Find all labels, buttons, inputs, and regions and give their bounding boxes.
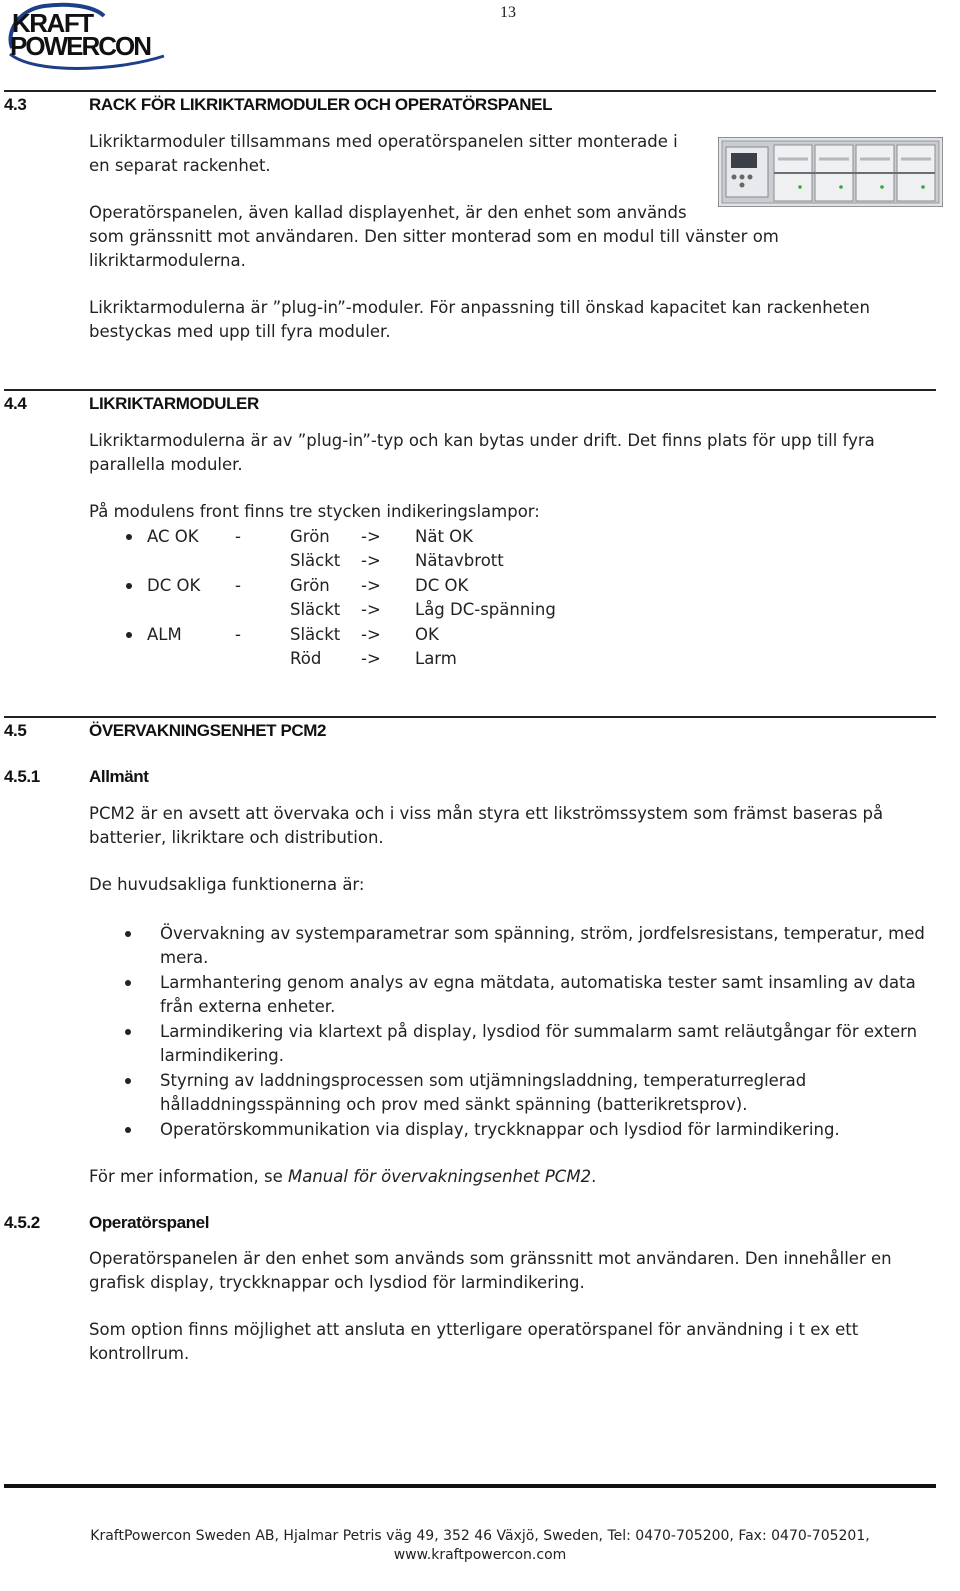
text-span: För mer information, se — [89, 1167, 288, 1186]
text-line: likriktarmodulerna. — [89, 251, 246, 270]
list-item — [160, 1020, 940, 1068]
text-line: Likriktarmoduler tillsammans med operatörspanelen sitter monterade i — [89, 132, 678, 151]
text-line: batterier, likriktare och distribution. — [89, 828, 384, 847]
list-item — [160, 1069, 940, 1117]
text-line: mera. — [160, 948, 209, 967]
section-number: 4.3 — [4, 95, 27, 114]
paragraph — [89, 1165, 929, 1189]
manual-reference: Manual för övervakningsenhet PCM2 — [288, 1167, 592, 1186]
section-divider — [4, 389, 936, 391]
bullet — [125, 1029, 131, 1035]
footer-divider — [4, 1484, 936, 1488]
subsection-number: 4.5.2 — [4, 1213, 40, 1232]
indicator-arrow: -> — [361, 527, 381, 546]
bullet — [125, 1127, 131, 1133]
text-line: en separat rackenhet. — [89, 156, 271, 175]
paragraph — [89, 802, 929, 850]
text-line: Som option finns möjlighet att ansluta en ytterligare operatörspanel för användning i t ex ett — [89, 1320, 859, 1339]
text-line: grafisk display, tryckknappar och lysdiod för larmindikering. — [89, 1273, 585, 1292]
text-line: bestyckas med upp till fyra moduler. — [89, 322, 391, 341]
section-divider — [4, 90, 936, 92]
indicator-meaning: Nät OK — [415, 527, 473, 546]
indicator-arrow: -> — [361, 649, 381, 668]
indicator-state: Släckt — [290, 600, 341, 619]
text-line: Övervakning av systemparametrar som spänning, ström, jordfelsresistans, temperatur, med — [160, 924, 925, 943]
section-number: 4.4 — [4, 394, 27, 413]
section-number: 4.5 — [4, 721, 27, 740]
rack-unit-photo — [718, 137, 943, 207]
indicator-state: Grön — [290, 527, 330, 546]
indicator-dash: - — [235, 576, 241, 595]
footer — [0, 1527, 960, 1565]
subsection-title: Allmänt — [89, 767, 149, 786]
text-line: Larmhantering genom analys av egna mätdata, automatiska tester samt insamling av data — [160, 973, 916, 992]
section-divider — [4, 716, 936, 718]
indicator-meaning: Larm — [415, 649, 457, 668]
indicator-meaning: DC OK — [415, 576, 469, 595]
indicator-arrow: -> — [361, 576, 381, 595]
paragraph: De huvudsakliga funktionerna är: — [89, 875, 365, 894]
bullet — [126, 534, 132, 540]
text-line: Likriktarmodulerna är av ”plug-in”-typ och kan bytas under drift. Det finns plats för upp till fyra — [89, 431, 875, 450]
footer-address: KraftPowercon Sweden AB, Hjalmar Petris väg 49, 352 46 Växjö, Sweden, Tel: 0470-705200, Fax: 0470-705201, — [90, 1528, 870, 1544]
indicator-state: Släckt — [290, 625, 341, 644]
indicator-dash: - — [235, 527, 241, 546]
paragraph — [89, 1318, 929, 1366]
text-line: hålladdningsspänning och prov med sänkt spänning (batterikretsprov). — [160, 1095, 748, 1114]
indicator-arrow: -> — [361, 625, 381, 644]
list-item — [160, 971, 940, 1019]
text-line: Operatörskommunikation via display, tryckknappar och lysdiod för larmindikering. — [160, 1120, 840, 1139]
text-line: som gränssnitt mot användaren. Den sitter monterad som en modul till vänster om — [89, 227, 779, 246]
text-line: från externa enheter. — [160, 997, 336, 1016]
paragraph — [89, 429, 929, 477]
section-title: LIKRIKTARMODULER — [89, 394, 259, 413]
indicator-name: DC OK — [147, 576, 201, 595]
paragraph: På modulens front finns tre stycken indikeringslampor: — [89, 502, 540, 521]
section-title: RACK FÖR LIKRIKTARMODULER OCH OPERATÖRSPANEL — [89, 95, 553, 114]
text-line: kontrollrum. — [89, 1344, 190, 1363]
indicator-name: AC OK — [147, 527, 199, 546]
text-line: Larmindikering via klartext på display, lysdiod för summalarm samt reläutgångar för extern — [160, 1022, 918, 1041]
list-item — [160, 1118, 940, 1142]
indicator-state: Röd — [290, 649, 322, 668]
section-title: ÖVERVAKNINGSENHET PCM2 — [89, 721, 327, 740]
bullet — [125, 980, 131, 986]
indicator-state: Släckt — [290, 551, 341, 570]
subsection-title: Operatörspanel — [89, 1213, 210, 1232]
logo-text-bottom: POWERCON — [10, 31, 150, 61]
bullet — [125, 931, 131, 937]
paragraph — [89, 296, 929, 344]
indicator-state: Grön — [290, 576, 330, 595]
logo-text-top: KRAFT — [12, 8, 93, 38]
text-span: . — [591, 1167, 597, 1186]
text-line: Styrning av laddningsprocessen som utjämningsladdning, temperaturreglerad — [160, 1071, 807, 1090]
paragraph — [89, 201, 929, 273]
indicator-meaning: Låg DC-spänning — [415, 600, 556, 619]
text-line: larmindikering. — [160, 1046, 285, 1065]
subsection-number: 4.5.1 — [4, 767, 40, 786]
indicator-meaning: Nätavbrott — [415, 551, 504, 570]
page-number: 13 — [500, 4, 516, 21]
kraftpowercon-logo — [4, 2, 174, 70]
bullet — [126, 632, 132, 638]
indicator-arrow: -> — [361, 600, 381, 619]
indicator-name: ALM — [147, 625, 182, 644]
list-item — [160, 922, 940, 970]
footer-website: www.kraftpowercon.com — [393, 1547, 567, 1563]
indicator-meaning: OK — [415, 625, 439, 644]
paragraph — [89, 1247, 929, 1295]
bullet — [126, 583, 132, 589]
text-line: Operatörspanelen, även kallad displayenhet, är den enhet som används — [89, 203, 687, 222]
text-line: Operatörspanelen är den enhet som används som gränssnitt mot användaren. Den innehåller en — [89, 1249, 892, 1268]
bullet — [125, 1078, 131, 1084]
indicator-arrow: -> — [361, 551, 381, 570]
indicator-dash: - — [235, 625, 241, 644]
text-line: parallella moduler. — [89, 455, 243, 474]
text-line: PCM2 är en avsett att övervaka och i viss mån styra ett likströmssystem som främst baseras på — [89, 804, 884, 823]
text-line: Likriktarmodulerna är ”plug-in”-moduler. För anpassning till önskad kapacitet kan rackenheten — [89, 298, 870, 317]
